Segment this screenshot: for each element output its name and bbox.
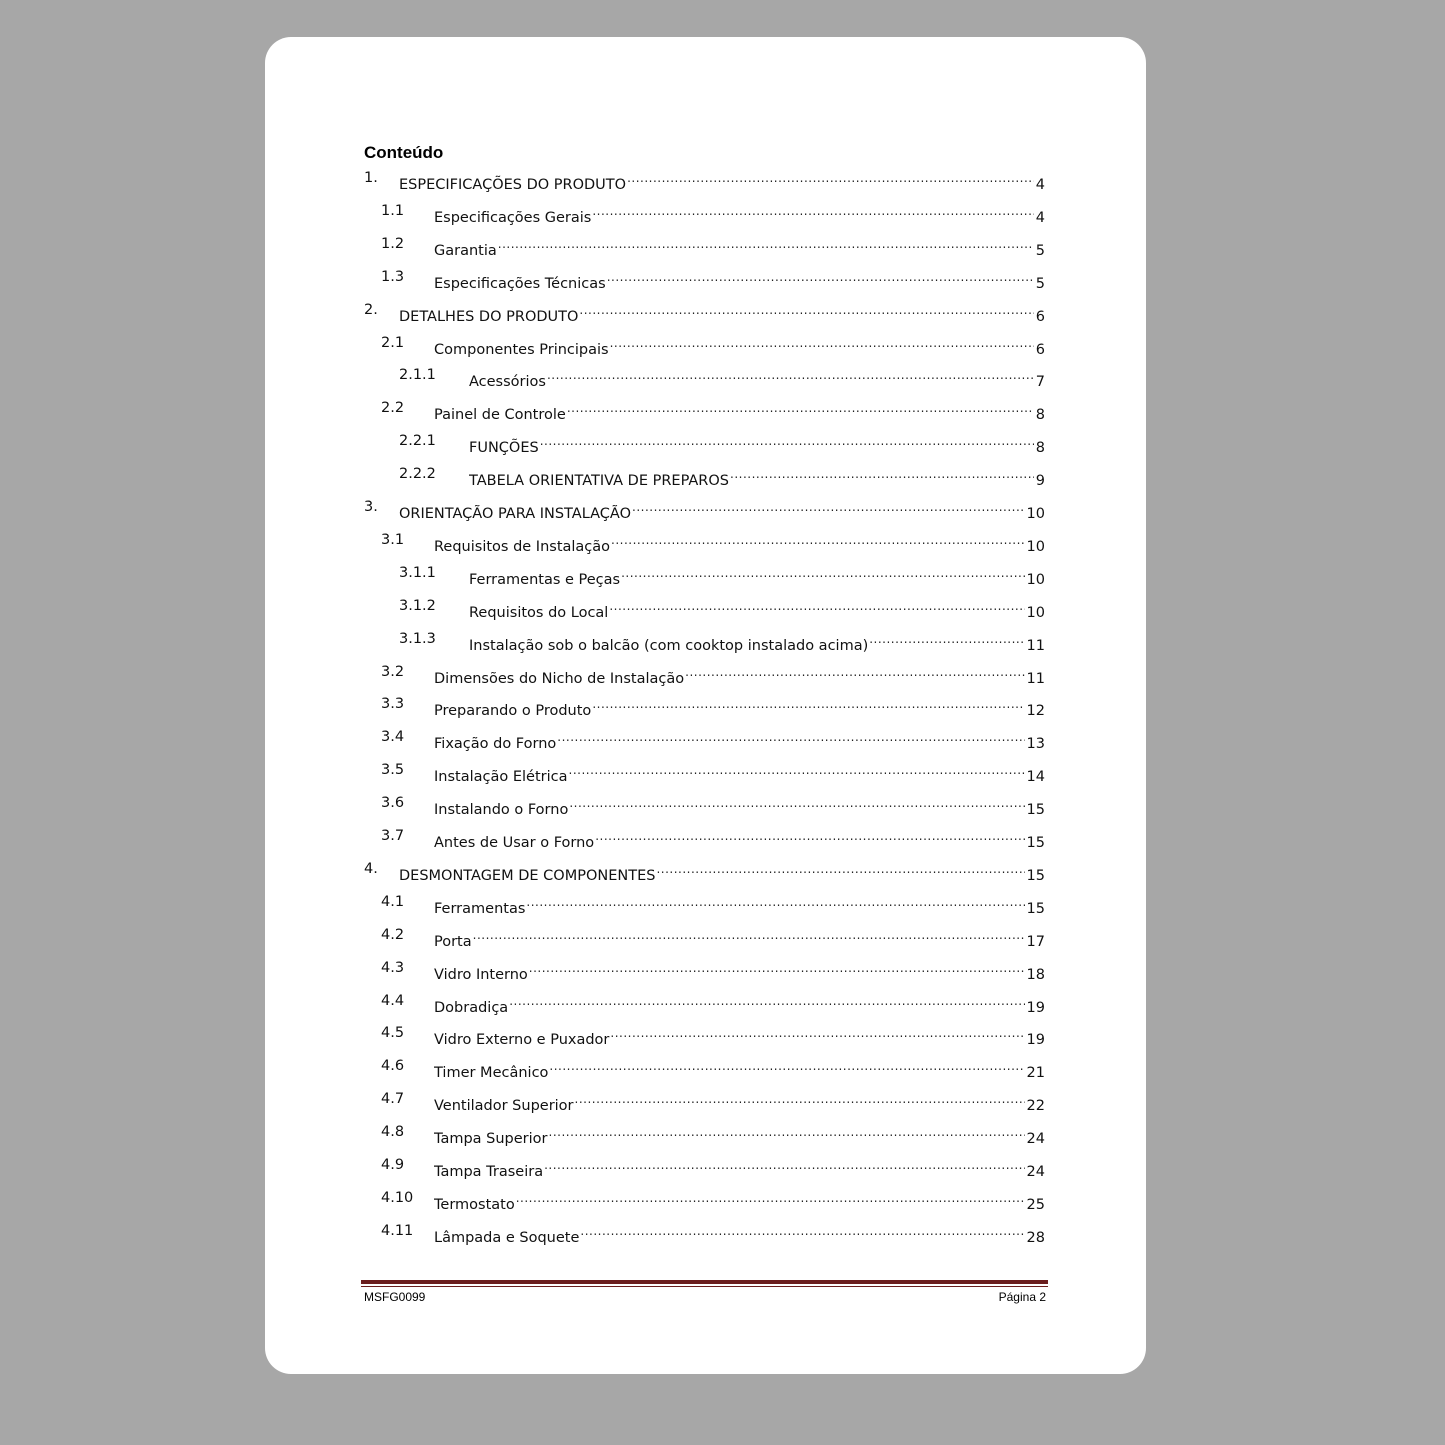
toc-entry-number: 3.	[364, 499, 378, 515]
toc-entry[interactable]	[364, 693, 1045, 720]
toc-entry[interactable]	[364, 792, 1045, 819]
toc-entry-number: 4.9	[381, 1157, 405, 1173]
toc-entry-number: 4.8	[381, 1124, 405, 1141]
toc-entry[interactable]	[364, 1088, 1045, 1115]
toc-entry-body	[399, 496, 1045, 525]
toc-entry-page: 6	[1035, 308, 1045, 325]
toc-entry-number: 4.1	[381, 893, 405, 910]
toc-entry-page: 8	[1035, 407, 1045, 424]
toc-entry-page: 17	[1026, 933, 1045, 950]
toc-entry-label: Tampa Superior	[434, 1128, 549, 1150]
toc-entry-page: 18	[1026, 966, 1045, 983]
toc-entry[interactable]	[364, 759, 1045, 786]
toc-entry-page: 10	[1026, 538, 1045, 555]
toc-entry-page: 5	[1035, 275, 1045, 292]
toc-entry-number: 3.1.3	[399, 630, 436, 647]
toc-entry-number: 3.1.1	[399, 564, 436, 581]
toc-entry-label: Ferramentas	[434, 898, 526, 920]
toc-entry-number: 2.2	[381, 400, 405, 417]
toc-dot-leader	[607, 266, 1034, 288]
toc-entry-label: Requisitos do Local	[469, 602, 609, 624]
toc-dot-leader	[610, 332, 1034, 354]
toc-entry[interactable]	[364, 628, 1045, 654]
toc-dot-leader	[516, 1187, 1025, 1209]
toc-dot-leader	[685, 661, 1024, 683]
toc-entry[interactable]	[364, 1121, 1045, 1148]
toc-entry-page: 6	[1035, 341, 1045, 358]
toc-entry-page: 15	[1026, 900, 1045, 917]
toc-dot-leader	[592, 693, 1024, 715]
toc-entry[interactable]	[364, 825, 1045, 851]
toc-entry-body	[469, 595, 1045, 624]
toc-entry-body	[434, 924, 1045, 953]
toc-entry-number: 4.5	[381, 1025, 405, 1042]
toc-entry-number: 3.1	[381, 531, 405, 548]
toc-entry-label: Especificações Técnicas	[434, 273, 607, 295]
toc-dot-leader	[557, 726, 1024, 748]
toc-entry-label: Lâmpada e Soquete	[434, 1227, 580, 1249]
toc-entry-number: 1.	[364, 170, 378, 186]
toc-entry[interactable]	[364, 858, 1045, 884]
toc-entry-body	[434, 1187, 1045, 1216]
toc-entry-label: Fixação do Forno	[434, 733, 557, 755]
toc-entry-label: Garantia	[434, 240, 498, 262]
toc-entry-label: DETALHES DO PRODUTO	[399, 306, 579, 328]
toc-entry[interactable]	[364, 891, 1045, 917]
toc-entry-body	[434, 1088, 1045, 1117]
toc-title: Conteúdo	[364, 143, 444, 162]
toc-entry-body	[434, 693, 1045, 722]
toc-entry[interactable]	[364, 1187, 1045, 1213]
toc-entry[interactable]	[364, 924, 1045, 950]
toc-entry-body	[434, 266, 1045, 295]
toc-entry-label: Porta	[434, 931, 473, 953]
toc-entry-body	[434, 891, 1045, 920]
toc-dot-leader	[656, 858, 1024, 880]
toc-dot-leader	[549, 1121, 1025, 1143]
toc-entry-label: Vidro Interno	[434, 964, 529, 986]
toc-entry-page: 14	[1026, 769, 1045, 786]
toc-dot-leader	[611, 529, 1025, 551]
toc-entry-page: 24	[1026, 1164, 1045, 1180]
toc-entry-body	[434, 1055, 1045, 1084]
toc-entry-body	[434, 233, 1045, 262]
toc-entry[interactable]	[364, 496, 1045, 522]
toc-entry[interactable]	[364, 957, 1045, 983]
toc-entry-page: 24	[1026, 1131, 1045, 1148]
document-page	[265, 37, 1146, 1374]
toc-entry-body	[434, 1154, 1045, 1183]
toc-entry-body	[434, 792, 1045, 821]
page-number: Página 2	[998, 1290, 1046, 1304]
toc-entry[interactable]	[364, 1022, 1045, 1049]
toc-entry-number: 4.11	[381, 1222, 414, 1239]
toc-dot-leader	[579, 299, 1033, 321]
toc-entry[interactable]	[364, 562, 1045, 588]
footer-rule-thin	[361, 1286, 1048, 1287]
toc-entry-page: 11	[1026, 637, 1045, 654]
toc-dot-leader	[610, 1022, 1024, 1044]
toc-entry-page: 8	[1035, 440, 1045, 457]
toc-entry-body	[434, 957, 1045, 986]
toc-entry[interactable]	[364, 1055, 1045, 1082]
toc-dot-leader	[580, 1220, 1024, 1242]
toc-entry-body	[434, 332, 1045, 361]
toc-entry-page: 13	[1026, 736, 1045, 753]
toc-entry-page: 22	[1026, 1098, 1045, 1115]
toc-entry-page: 5	[1035, 242, 1045, 259]
toc-entry-label: Componentes Principais	[434, 339, 610, 361]
toc-entry[interactable]	[364, 430, 1045, 457]
toc-dot-leader	[621, 562, 1024, 584]
toc-entry-page: 12	[1026, 703, 1045, 720]
toc-entry[interactable]	[364, 299, 1045, 325]
toc-entry-label: Termostato	[434, 1194, 516, 1216]
toc-entry-label: FUNÇÕES	[469, 437, 540, 459]
toc-entry-label: Instalação sob o balcão (com cooktop instalado acima)	[469, 635, 869, 657]
toc-entry[interactable]	[364, 1154, 1045, 1180]
toc-entry-number: 2.2.2	[399, 466, 436, 483]
toc-entry[interactable]	[364, 529, 1045, 555]
toc-entry-body	[434, 397, 1045, 426]
toc-entry-label: Ventilador Superior	[434, 1095, 575, 1117]
toc-entry-page: 11	[1026, 670, 1045, 687]
toc-entry-number: 2.2.1	[399, 433, 436, 450]
toc-entry-number: 4.7	[381, 1091, 405, 1108]
toc-entry-number: 2.1.1	[399, 367, 436, 384]
toc-entry-body	[434, 759, 1045, 788]
toc-entry-label: Preparando o Produto	[434, 700, 592, 722]
toc-entry-label: ESPECIFICAÇÕES DO PRODUTO	[399, 174, 627, 196]
toc-entry[interactable]	[364, 397, 1045, 424]
toc-dot-leader	[547, 364, 1034, 386]
toc-dot-leader	[549, 1055, 1024, 1077]
toc-dot-leader	[592, 200, 1033, 222]
toc-entry-number: 4.6	[381, 1058, 405, 1075]
toc-dot-leader	[544, 1154, 1024, 1176]
toc-entry-page: 4	[1035, 209, 1045, 226]
toc-entry-number: 3.5	[381, 762, 405, 779]
toc-entry-label: Instalação Elétrica	[434, 766, 569, 788]
toc-entry-number: 1.1	[381, 202, 405, 219]
toc-entry[interactable]	[364, 1220, 1045, 1246]
toc-entry-number: 1.3	[381, 268, 405, 285]
toc-dot-leader	[609, 595, 1024, 617]
toc-entry-body	[469, 364, 1045, 393]
toc-entry-page: 21	[1026, 1065, 1045, 1082]
toc-entry-page: 7	[1035, 374, 1045, 391]
toc-entry-page: 15	[1026, 867, 1045, 884]
toc-entry-number: 3.3	[381, 696, 405, 713]
toc-entry-number: 4.10	[381, 1189, 414, 1206]
toc-entry[interactable]	[364, 200, 1045, 226]
toc-entry[interactable]	[364, 990, 1045, 1016]
toc-dot-leader	[569, 792, 1024, 814]
toc-entry[interactable]	[364, 332, 1045, 358]
toc-entry-number: 2.	[364, 301, 378, 318]
toc-dot-leader	[575, 1088, 1025, 1110]
toc-entry-page: 10	[1026, 506, 1045, 522]
toc-entry-label: Instalando o Forno	[434, 799, 569, 821]
footer-rule	[361, 1280, 1048, 1284]
toc-dot-leader	[567, 397, 1034, 419]
toc-entry-number: 4.	[364, 860, 378, 877]
toc-entry-body	[434, 1022, 1045, 1051]
toc-dot-leader	[569, 759, 1025, 781]
toc-entry-label: Tampa Traseira	[434, 1161, 544, 1183]
toc-entry-page: 15	[1026, 835, 1045, 851]
toc-entry[interactable]	[364, 167, 1045, 193]
toc-entry-page: 19	[1026, 999, 1045, 1016]
toc-entry-page: 4	[1035, 177, 1045, 193]
toc-entry-body	[434, 200, 1045, 229]
toc-entry-label: Timer Mecânico	[434, 1062, 549, 1084]
toc-entry-body	[434, 726, 1045, 755]
toc-entry-number: 3.2	[381, 663, 405, 680]
toc-entry-number: 3.7	[381, 828, 405, 844]
toc-entry-body	[469, 430, 1045, 459]
toc-entry[interactable]	[364, 595, 1045, 621]
toc-dot-leader	[730, 463, 1034, 485]
toc-entry-body	[434, 990, 1045, 1019]
toc-entry-number: 3.6	[381, 795, 405, 812]
toc-entry-page: 10	[1026, 604, 1045, 621]
toc-dot-leader	[595, 825, 1024, 847]
toc-entry-label: DESMONTAGEM DE COMPONENTES	[399, 865, 656, 887]
toc-dot-leader	[540, 430, 1034, 452]
toc-dot-leader	[529, 957, 1025, 979]
toc-entry-body	[469, 562, 1045, 591]
toc-entry-body	[434, 1121, 1045, 1150]
toc-entry-label: ORIENTAÇÃO PARA INSTALAÇÃO	[399, 503, 632, 525]
toc-entry-number: 1.2	[381, 235, 405, 252]
toc-entry-number: 4.2	[381, 926, 405, 943]
toc-entry-label: Dobradiça	[434, 997, 509, 1019]
toc-entry-number: 3.1.2	[399, 597, 436, 614]
toc-entry[interactable]	[364, 233, 1045, 259]
document-code: MSFG0099	[364, 1290, 426, 1304]
toc-entry-number: 4.4	[381, 992, 405, 1009]
toc-entry-body	[399, 299, 1045, 328]
toc-entry-page: 9	[1035, 473, 1045, 490]
toc-entry-page: 19	[1026, 1032, 1045, 1049]
toc-entry-body	[469, 628, 1045, 657]
toc-entry-label: Dimensões do Nicho de Instalação	[434, 668, 685, 690]
toc-entry-label: Painel de Controle	[434, 404, 567, 426]
toc-entry-body	[434, 529, 1045, 558]
toc-entry-body	[434, 825, 1045, 854]
toc-entry-label: Requisitos de Instalação	[434, 536, 611, 558]
toc-entry-label: Acessórios	[469, 371, 547, 393]
toc-dot-leader	[627, 167, 1034, 189]
toc-entry-page: 25	[1026, 1196, 1045, 1213]
toc-entry[interactable]	[364, 726, 1045, 753]
toc-dot-leader	[473, 924, 1025, 946]
toc-entry-label: Antes de Usar o Forno	[434, 832, 595, 854]
toc-dot-leader	[632, 496, 1025, 518]
toc-entry-label: Especificações Gerais	[434, 207, 592, 229]
toc-entry-body	[399, 167, 1045, 196]
toc-entry-page: 10	[1026, 571, 1045, 588]
toc-entry-page: 15	[1026, 802, 1045, 819]
toc-entry[interactable]	[364, 266, 1045, 292]
toc-entry-body	[399, 858, 1045, 887]
toc-dot-leader	[869, 628, 1024, 650]
toc-entry[interactable]	[364, 463, 1045, 490]
toc-entry-label: TABELA ORIENTATIVA DE PREPAROS	[469, 470, 730, 492]
toc-entry[interactable]	[364, 364, 1045, 391]
toc-entry-label: Ferramentas e Peças	[469, 569, 621, 591]
toc-entry-number: 4.3	[381, 959, 405, 976]
toc-entry-number: 2.1	[381, 334, 405, 351]
toc-dot-leader	[498, 233, 1034, 255]
toc-entry-body	[434, 661, 1045, 690]
toc-dot-leader	[509, 990, 1024, 1012]
toc-entry-body	[469, 463, 1045, 492]
toc-dot-leader	[526, 891, 1024, 913]
toc-entry[interactable]	[364, 661, 1045, 687]
toc-entry-page: 28	[1026, 1229, 1045, 1246]
toc-entry-label: Vidro Externo e Puxador	[434, 1029, 610, 1051]
toc-entry-body	[434, 1220, 1045, 1249]
toc-entry-number: 3.4	[381, 729, 405, 746]
